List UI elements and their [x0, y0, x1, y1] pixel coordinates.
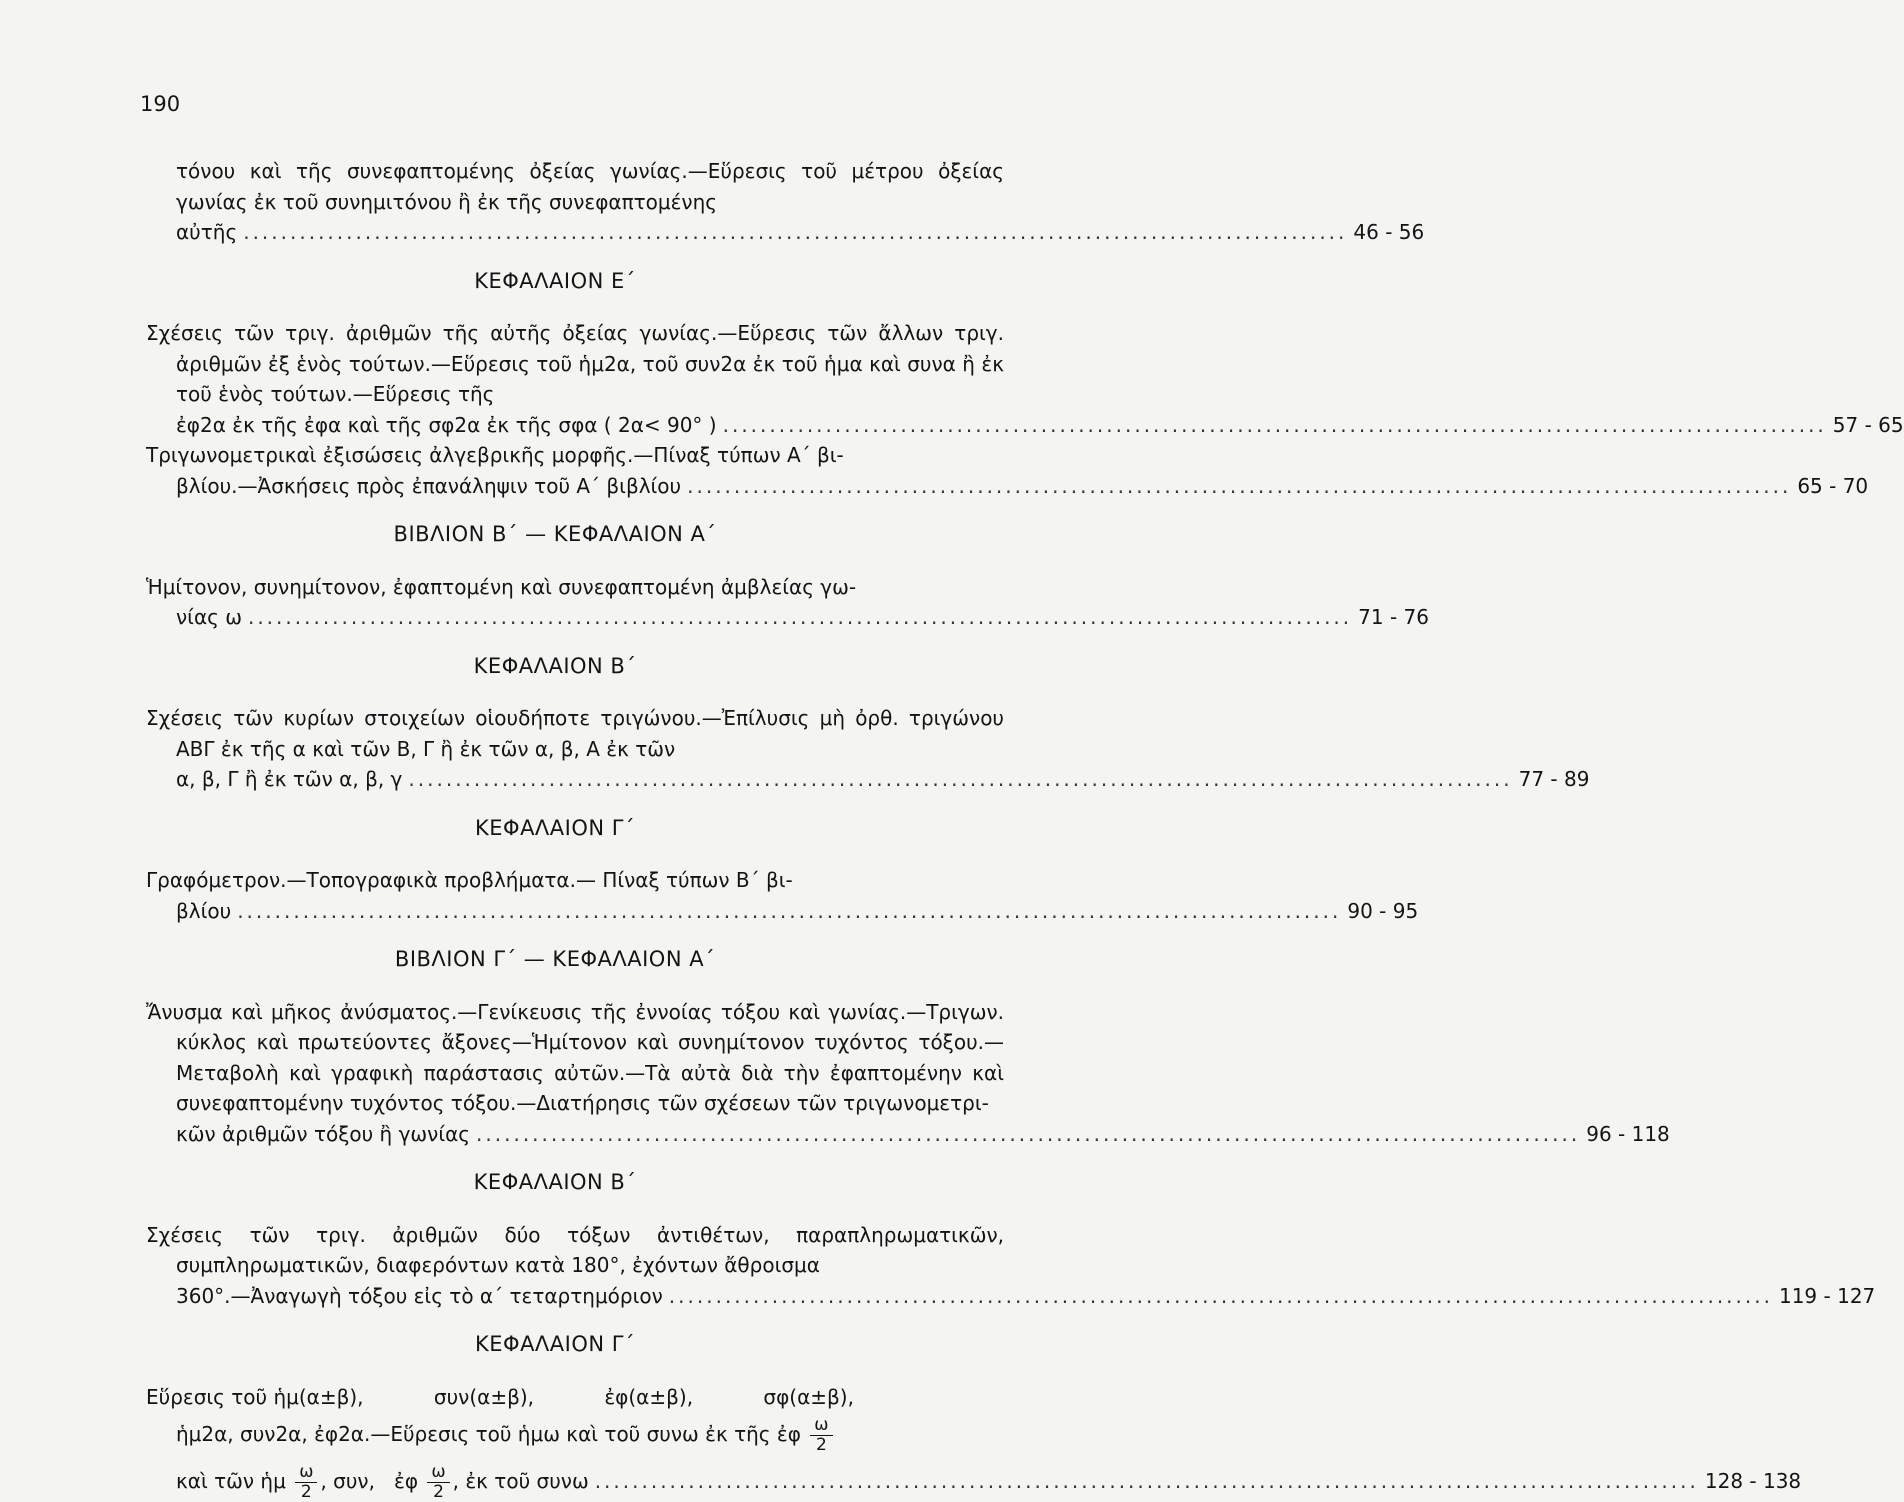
entry-last-line — [146, 602, 1004, 633]
formula-term: συν(α±β), — [434, 1382, 534, 1413]
entry-text: Σχέσεις τῶν τριγ. ἀριθμῶν τῆς αὐτῆς ὀξείας γωνίας.—Εὕρεσις τῶν ἄλλων τριγ. ἀριθμῶν ἐξ ἑνὸς τούτων.—Εὕρεσις τοῦ ἡμ2α, τοῦ συν2α ἐκ τοῦ ἡμα καὶ συνα ἢ ἐκ τοῦ ἑνὸς τούτων.—Εὕρεσις τῆς — [146, 318, 1004, 410]
entry-text: Ἡμίτονον, συνημίτονον, ἐφαπτομένη καὶ συνεφαπτομένη ἀμβλείας γω- — [146, 572, 1004, 603]
entry-text: ἐφ — [394, 1469, 418, 1493]
entry-last-line — [146, 896, 1004, 927]
fraction-denominator: 2 — [433, 1483, 444, 1502]
entry-last-text: κῶν ἀριθμῶν τόξου ἢ γωνίας — [176, 1119, 470, 1150]
toc-entry — [146, 440, 1004, 501]
fraction — [295, 1463, 317, 1502]
formula-term: σφ(α±β), — [763, 1382, 854, 1413]
section-heading: ΚΕΦΑΛΑΙΟΝ Ε΄ — [146, 266, 1004, 297]
entry-last-line — [146, 1119, 1004, 1150]
formula-term: Εὕρεσις τοῦ ἡμ(α±β), — [146, 1382, 364, 1413]
dot-leader: ...................................................................................................................... — [408, 764, 1512, 795]
entry-last-text: αὐτῆς — [176, 217, 237, 248]
entry-text: , συν, — [320, 1469, 375, 1493]
section-heading: ΚΕΦΑΛΑΙΟΝ Γ΄ — [146, 813, 1004, 844]
dot-leader: ...................................................................................................................... — [248, 602, 1352, 633]
entry-last-text: α, β, Γ ἢ ἐκ τῶν α, β, γ — [176, 764, 402, 795]
entry-text: τόνου καὶ τῆς συνεφαπτομένης ὀξείας γωνίας.—Εὕρεσις τοῦ μέτρου ὀξείας γωνίας ἐκ τοῦ συνημιτόνου ἢ ἐκ τῆς συνεφαπτομένης — [146, 156, 1004, 217]
entry-text: Τριγωνομετρικαὶ ἐξισώσεις ἀλγεβρικῆς μορφῆς.—Πίναξ τύπων Α΄ βι- — [146, 440, 1004, 471]
dot-leader: ...................................................................................................................... — [669, 1281, 1773, 1312]
section-heading: ΚΕΦΑΛΑΙΟΝ Β΄ — [146, 1167, 1004, 1198]
page-range: 119 - 127 — [1779, 1281, 1875, 1312]
toc-entry — [146, 997, 1004, 1150]
entry-last-text — [176, 1463, 589, 1502]
entry-text: καὶ τῶν ἡμ — [176, 1469, 286, 1493]
entry-last-line — [146, 764, 1004, 795]
table-of-contents — [146, 156, 1004, 1502]
page-range: 77 - 89 — [1519, 764, 1590, 795]
entry-text: Γραφόμετρον.—Τοπογραφικὰ προβλήματα.— Πίναξ τύπων Β΄ βι- — [146, 865, 1004, 896]
formula-line — [146, 1382, 1004, 1413]
fraction-denominator: 2 — [816, 1436, 827, 1455]
entry-text: , ἐκ τοῦ συνω — [453, 1469, 589, 1493]
section-heading: ΒΙΒΛΙΟΝ Β΄ — ΚΕΦΑΛΑΙΟΝ Α΄ — [146, 519, 1004, 550]
entry-text: ἡμ2α, συν2α, ἐφ2α.—Εὕρεσις τοῦ ἡμω καὶ τοῦ συνω ἐκ τῆς ἐφ — [176, 1422, 801, 1446]
toc-entry — [146, 703, 1004, 795]
page-range: 96 - 118 — [1586, 1119, 1670, 1150]
fraction-denominator: 2 — [301, 1483, 312, 1502]
toc-entry — [146, 572, 1004, 633]
fraction — [427, 1463, 449, 1502]
formula-line — [146, 1416, 1004, 1455]
page-number: 190 — [140, 92, 180, 116]
page-range: 46 - 56 — [1353, 217, 1424, 248]
fraction — [810, 1416, 832, 1455]
entry-last-line — [146, 217, 1004, 248]
toc-entry — [146, 318, 1004, 440]
entry-last-text: 360°.—Ἀναγωγὴ τόξου εἰς τὸ α΄ τεταρτημόριον — [176, 1281, 663, 1312]
entry-last-text: ἐφ2α ἐκ τῆς ἐφα καὶ τῆς σφ2α ἐκ τῆς σφα ( 2α< 90° ) — [176, 410, 717, 441]
dot-leader: ...................................................................................................................... — [476, 1119, 1580, 1150]
fraction-numerator: ω — [427, 1463, 449, 1483]
toc-entry — [146, 1382, 1004, 1502]
toc-entry — [146, 1220, 1004, 1312]
toc-entry — [146, 156, 1004, 248]
fraction-numerator: ω — [810, 1416, 832, 1436]
fraction-numerator: ω — [295, 1463, 317, 1483]
section-heading: ΒΙΒΛΙΟΝ Γ΄ — ΚΕΦΑΛΑΙΟΝ Α΄ — [146, 944, 1004, 975]
entry-last-line — [146, 471, 1004, 502]
entry-last-line — [146, 1463, 1004, 1502]
page-range: 71 - 76 — [1358, 602, 1429, 633]
toc-entry — [146, 865, 1004, 926]
entry-text: Ἄνυσμα καὶ μῆκος ἀνύσματος.—Γενίκευσις τῆς ἐννοίας τόξου καὶ γωνίας.—Τριγων. κύκλος καὶ πρωτεύοντες ἄξονες—Ἡμίτονον καὶ συνημίτονον τυχόντος τόξου.—Μεταβολὴ καὶ γραφικὴ παράστασις αὐτῶν.—Τὰ αὐτὰ διὰ τὴν ἐφαπτομένην καὶ συνεφαπτομένην τυχόντος τόξου.—Διατήρησις τῶν σχέσεων τῶν τριγωνομετρι- — [146, 997, 1004, 1119]
page-range: 65 - 70 — [1797, 471, 1868, 502]
entry-last-text: νίας ω — [176, 602, 242, 633]
dot-leader: ...................................................................................................................... — [687, 471, 1791, 502]
entry-last-text: βλίου.—Ἀσκήσεις πρὸς ἐπανάληψιν τοῦ Α΄ βιβλίου — [176, 471, 681, 502]
page-range: 128 - 138 — [1705, 1466, 1801, 1497]
entry-text: Σχέσεις τῶν κυρίων στοιχείων οἱουδήποτε τριγώνου.—Ἐπίλυσις μὴ ὀρθ. τριγώνου ΑΒΓ ἐκ τῆς α καὶ τῶν Β, Γ ἢ ἐκ τῶν α, β, Α ἐκ τῶν — [146, 703, 1004, 764]
page-range: 90 - 95 — [1347, 896, 1418, 927]
page-range: 57 - 65 — [1833, 410, 1904, 441]
dot-leader: ...................................................................................................................... — [237, 896, 1341, 927]
section-heading: ΚΕΦΑΛΑΙΟΝ Β΄ — [146, 651, 1004, 682]
dot-leader: ...................................................................................................................... — [723, 410, 1827, 441]
entry-last-line — [146, 410, 1004, 441]
entry-text: Σχέσεις τῶν τριγ. ἀριθμῶν δύο τόξων ἀντιθέτων, παραπληρωματικῶν, συμπληρωματικῶν, διαφερόντων κατὰ 180°, ἐχόντων ἄθροισμα — [146, 1220, 1004, 1281]
section-heading: ΚΕΦΑΛΑΙΟΝ Γ΄ — [146, 1329, 1004, 1360]
dot-leader: ...................................................................................................................... — [595, 1466, 1699, 1497]
entry-last-line — [146, 1281, 1004, 1312]
entry-last-text: βλίου — [176, 896, 231, 927]
dot-leader: ...................................................................................................................... — [243, 217, 1347, 248]
formula-term: ἐφ(α±β), — [604, 1382, 693, 1413]
